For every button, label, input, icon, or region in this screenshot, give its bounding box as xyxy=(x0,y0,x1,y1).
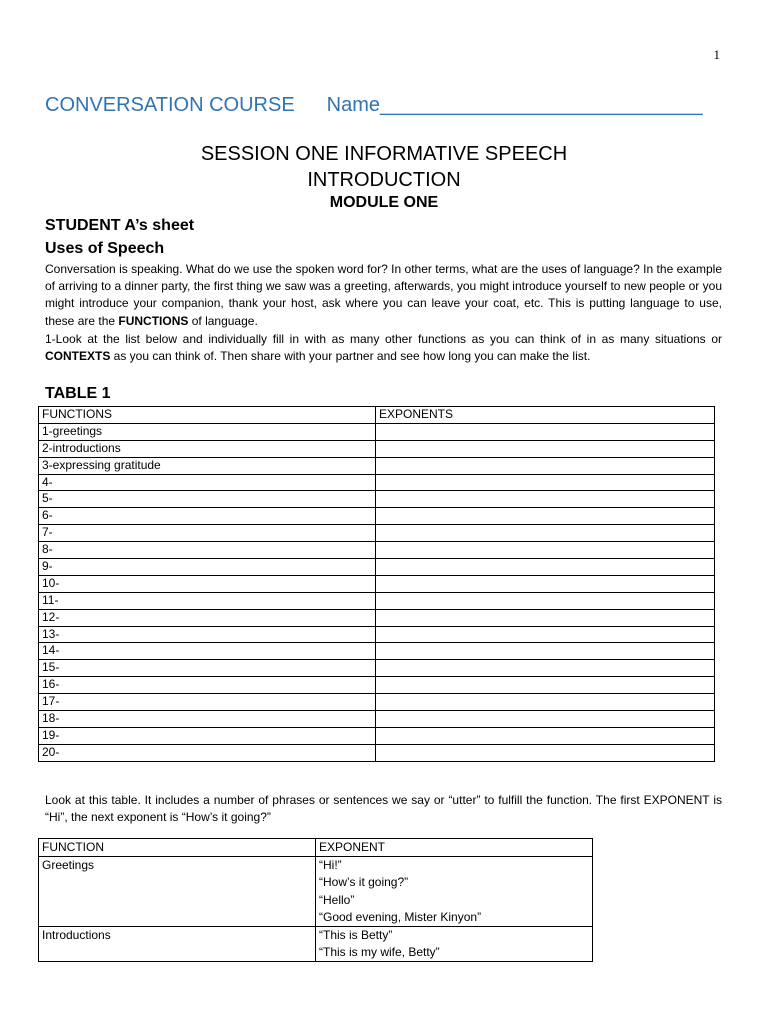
exponent-phrase: “Good evening, Mister Kinyon” xyxy=(319,909,482,924)
table-row xyxy=(39,626,715,643)
exponent-phrase: “Hello” xyxy=(319,892,355,907)
exponent-input-cell[interactable] xyxy=(376,711,715,728)
course-header xyxy=(45,94,703,117)
exponents-table xyxy=(38,838,593,962)
column-header: FUNCTION xyxy=(39,839,316,857)
function-cell: 12- xyxy=(39,609,376,626)
column-header: FUNCTIONS xyxy=(39,407,376,424)
exponent-input-cell[interactable] xyxy=(376,626,715,643)
exponent-input-cell[interactable] xyxy=(376,643,715,660)
intro-paragraph: Conversation is speaking. What do we use the spoken word for? In other terms, what are the uses of language? In the example of arriving to a dinner party, the first thing we saw was a greeting, afterwards, you might introduce yourself to new people or you might introduce your companion, thank your host, ask where you can leave your coat, etc. This is putting language to use, these are the FUNCTIONS of language. xyxy=(45,262,722,328)
table-row xyxy=(39,609,715,626)
exponent-input-cell[interactable] xyxy=(376,474,715,491)
page-number: 1 xyxy=(713,47,720,62)
instruction-paragraph: 1-Look at the list below and individually fill in with as many other functions as you can think of in as many situations or CONTEXTS as you can think of. Then share with your partner and see how long you can make the list. xyxy=(45,332,722,364)
table-row xyxy=(39,457,715,474)
exponent-input-cell[interactable] xyxy=(376,542,715,559)
table-row xyxy=(39,744,715,761)
exponent-input-cell[interactable] xyxy=(376,559,715,576)
table-row xyxy=(39,694,715,711)
function-cell: 15- xyxy=(39,660,376,677)
function-cell: 10- xyxy=(39,575,376,592)
table-row xyxy=(39,423,715,440)
exponent-input-cell[interactable] xyxy=(376,440,715,457)
function-cell: 16- xyxy=(39,677,376,694)
function-cell: Introductions xyxy=(39,927,316,962)
function-cell: 4- xyxy=(39,474,376,491)
table-row xyxy=(39,491,715,508)
function-cell: 14- xyxy=(39,643,376,660)
function-cell: 9- xyxy=(39,559,376,576)
function-cell: 2-introductions xyxy=(39,440,376,457)
table-row xyxy=(39,525,715,542)
table-header-row xyxy=(39,407,715,424)
exponent-input-cell[interactable] xyxy=(376,457,715,474)
table-row xyxy=(39,677,715,694)
function-cell: 19- xyxy=(39,727,376,744)
table-row xyxy=(39,474,715,491)
exponent-input-cell[interactable] xyxy=(376,525,715,542)
column-header: EXPONENT xyxy=(316,839,593,857)
exponent-input-cell[interactable] xyxy=(376,592,715,609)
table-row xyxy=(39,727,715,744)
exponent-input-cell[interactable] xyxy=(376,677,715,694)
exponent-input-cell[interactable] xyxy=(376,727,715,744)
student-sheet-heading: STUDENT A’s sheet xyxy=(45,217,195,234)
table1-title: TABLE 1 xyxy=(45,385,111,402)
table-row xyxy=(39,857,593,927)
function-cell: 18- xyxy=(39,711,376,728)
exponent-phrase: “Hi!” xyxy=(319,858,342,873)
exponent-input-cell[interactable] xyxy=(376,744,715,761)
exponent-input-cell[interactable] xyxy=(376,508,715,525)
function-cell: 1-greetings xyxy=(39,423,376,440)
function-cell: 8- xyxy=(39,542,376,559)
function-cell: 6- xyxy=(39,508,376,525)
session-title: SESSION ONE INFORMATIVE SPEECH xyxy=(200,143,568,165)
module-title: MODULE ONE xyxy=(329,194,439,211)
functions-table xyxy=(38,406,715,762)
table-row xyxy=(39,575,715,592)
exponent-input-cell[interactable] xyxy=(376,660,715,677)
section-heading: Uses of Speech xyxy=(45,240,165,257)
function-cell: 11- xyxy=(39,592,376,609)
exponent-input-cell[interactable] xyxy=(376,609,715,626)
exponent-phrase: “This is Betty” xyxy=(319,928,393,943)
function-cell: 20- xyxy=(39,744,376,761)
function-cell: 5- xyxy=(39,491,376,508)
function-cell: 13- xyxy=(39,626,376,643)
exponent-input-cell[interactable] xyxy=(376,575,715,592)
exponent-input-cell[interactable] xyxy=(376,491,715,508)
function-cell: 3-expressing gratitude xyxy=(39,457,376,474)
table-row xyxy=(39,440,715,457)
exponent-cell xyxy=(316,927,593,962)
column-header: EXPONENTS xyxy=(376,407,715,424)
introduction-title: INTRODUCTION xyxy=(307,169,461,191)
exponent-input-cell[interactable] xyxy=(376,694,715,711)
exponent-phrase: “This is my wife, Betty” xyxy=(319,945,440,960)
table-explanation-paragraph: Look at this table. It includes a number of phrases or sentences we say or “utter” to fulfill the function. The first EXPONENT is “Hi”, the next exponent is “How’s it going?” xyxy=(45,793,722,825)
table-row xyxy=(39,711,715,728)
course-title: CONVERSATION COURSE xyxy=(45,94,295,116)
table-row xyxy=(39,927,593,962)
table-row xyxy=(39,643,715,660)
function-cell: Greetings xyxy=(39,857,316,927)
table-row xyxy=(39,660,715,677)
function-cell: 17- xyxy=(39,694,376,711)
table-row xyxy=(39,592,715,609)
table-row xyxy=(39,508,715,525)
table-row xyxy=(39,559,715,576)
table-header-row xyxy=(39,839,593,857)
exponent-cell xyxy=(316,857,593,927)
function-cell: 7- xyxy=(39,525,376,542)
table-row xyxy=(39,542,715,559)
exponent-input-cell[interactable] xyxy=(376,423,715,440)
exponent-phrase: “How’s it going?” xyxy=(319,875,409,890)
name-field-label: Name_____________________________ xyxy=(326,94,703,116)
